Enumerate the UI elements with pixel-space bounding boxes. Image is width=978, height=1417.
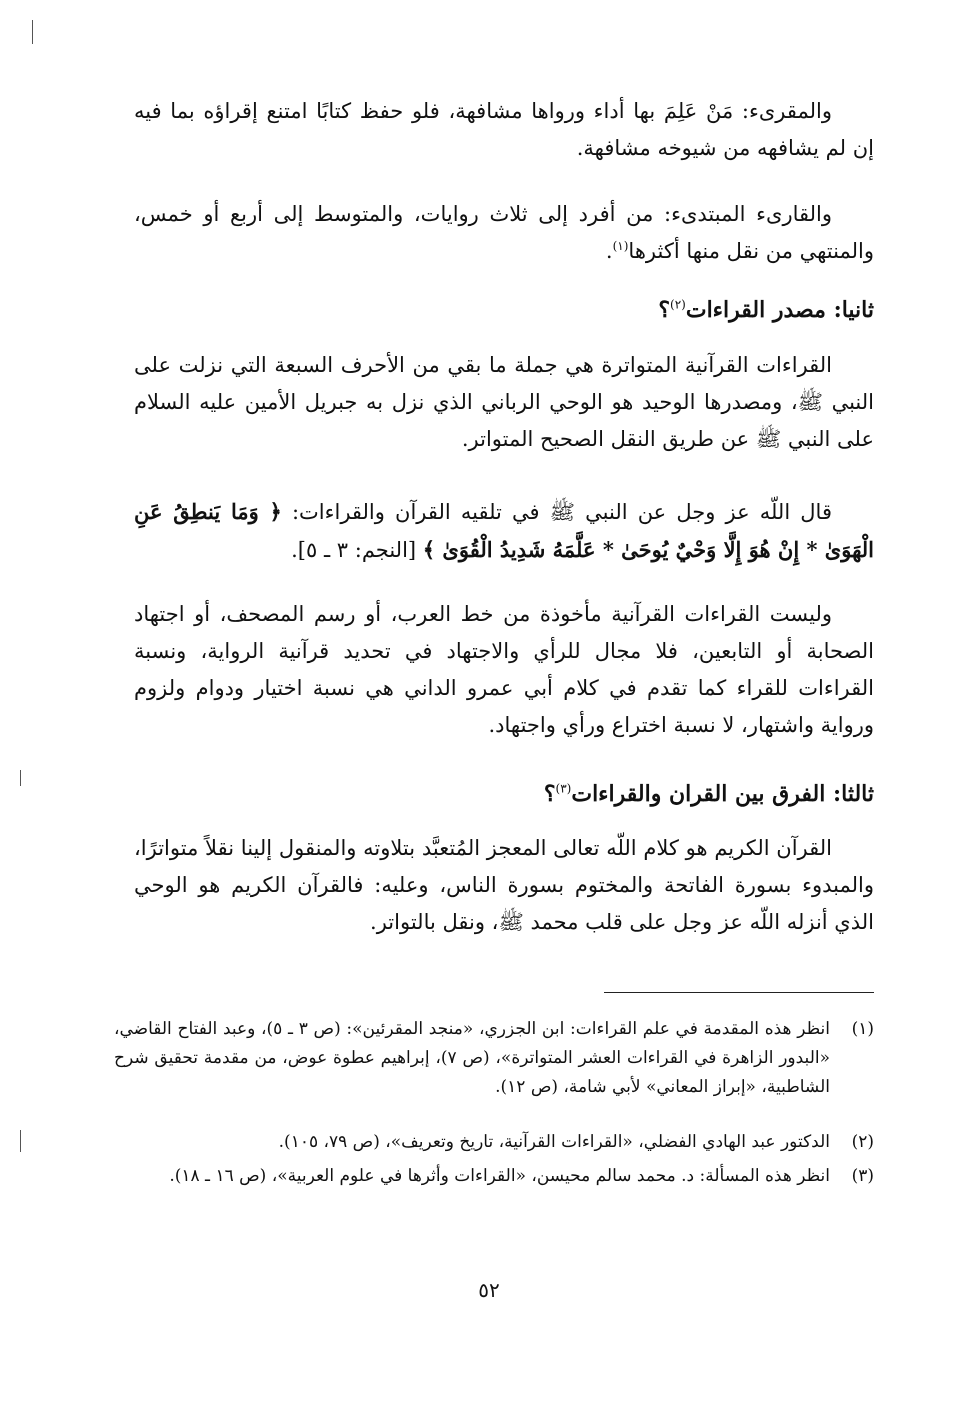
paragraph-1	[134, 93, 874, 167]
margin-mark-top	[32, 20, 33, 44]
margin-mark-lower	[20, 1130, 21, 1152]
paragraph-2-text: والقارىء المبتدىء: من أفرد إلى ثلاث روايات، والمتوسط إلى أربع أو خمس، والمنتهي من نقل منها أكثرها	[134, 202, 874, 263]
footnote-1-text: انظر هذه المقدمة في علم القراءات: ابن الجزري، «منجد المقرئين»: (ص ٣ ـ ٥)، وعبد الفتاح القاضي، «البدور الزاهرة في القراءات العشر المتواترة»، (ص ٧)، إبراهيم عطوة عوض، من مقدمة تحقيق شرح الشاطبية، «إبراز المعاني» لأبي شامة، (ص ١٢).	[114, 1019, 830, 1097]
section-heading-2-title: ثانيا: مصدر القراءات	[685, 297, 874, 323]
footnote-1	[114, 1015, 874, 1102]
footnote-2-number: (٢)	[851, 1132, 874, 1152]
quran-verse: ﴿ وَمَا يَنطِقُ عَنِ الْهَوَىٰ * إِنْ هُوَ إِلَّا وَحْيٌ يُوحَىٰ * عَلَّمَهُ شَدِيدُ الْقُوَىٰ ﴾	[134, 499, 874, 562]
footnote-1-number: (١)	[851, 1019, 874, 1039]
paragraph-4	[134, 493, 874, 569]
section-heading-2	[134, 293, 874, 327]
footnote-2	[114, 1128, 874, 1157]
paragraph-2	[134, 196, 874, 270]
paragraph-5	[134, 596, 874, 744]
paragraph-6	[134, 830, 874, 941]
footnote-2-text: الدكتور عبد الهادي الفضلي، «القراءات القرآنية، تاريخ وتعريف»، (ص ٧٩، ١٠٥).	[278, 1132, 830, 1152]
section-heading-3-title: ثالثا: الفرق بين القران والقراءات	[571, 781, 874, 807]
footnote-ref-1: (١)	[612, 239, 629, 253]
footnote-3-text: انظر هذه المسألة: د. محمد سالم محيسن، «القراءات وأثرها في علوم العربية»، (ص ١٦ ـ ١٨).	[169, 1166, 830, 1186]
footnote-ref-2: (٢)	[670, 297, 686, 312]
quran-citation: [النجم: ٣ ـ ٥].	[291, 538, 417, 562]
margin-mark-middle	[20, 770, 21, 786]
paragraph-1-text: والمقرىء: مَنْ عَلِمَ بها أداء ورواها مشافهة، فلو حفظ كتابًا امتنع إقراؤه بما فيه إن لم يشافهه من شيوخه مشافهة.	[134, 99, 874, 160]
section-heading-2-end: ؟	[658, 297, 671, 323]
footnote-3	[114, 1162, 874, 1191]
paragraph-3	[134, 347, 874, 458]
paragraph-6-text: القرآن الكريم هو كلام اللّه تعالى المعجز المُتعبَّد بتلاوته والمنقول إلينا نقلاً متواترًا، والمبدوء بسورة الفاتحة والمختوم بسورة الناس، وعليه: فالقرآن الكريم هو الوحي الذي أنزله اللّه عز وجل على قلب محمد ﷺ، ونقل بالتواتر.	[134, 836, 874, 934]
paragraph-2-end: .	[605, 239, 613, 263]
footnote-separator	[604, 992, 874, 993]
page-number: ٥٢	[478, 1278, 500, 1302]
paragraph-5-text: وليست القراءات القرآنية مأخوذة من خط العرب، أو رسم المصحف، أو اجتهاد الصحابة أو التابعين، فلا مجال للرأي والاجتهاد في تحديد قرآنية الرواية، ونسبة القراءات للقراء كما تقدم في كلام أبي عمرو الداني هي نسبة اختيار ودوام ولزوم ورواية واشتهار، لا نسبة اختراع ورأي واجتهاد.	[134, 602, 874, 737]
footnote-ref-3: (٣)	[555, 781, 572, 796]
section-heading-3	[134, 777, 874, 811]
section-heading-3-end: ؟	[543, 781, 556, 807]
footnote-3-number: (٣)	[851, 1166, 874, 1186]
paragraph-4-intro: قال اللّه عز وجل عن النبي ﷺ في تلقيه القرآن والقراءات:	[291, 500, 832, 524]
paragraph-3-text: القراءات القرآنية المتواترة هي جملة ما بقي من الأحرف السبعة التي نزلت على النبي ﷺ، ومصدرها الوحيد هو الوحي الرباني الذي نزل به جبريل الأمين عليه السلام على النبي ﷺ عن طريق النقل الصحيح المتواتر.	[134, 353, 874, 451]
